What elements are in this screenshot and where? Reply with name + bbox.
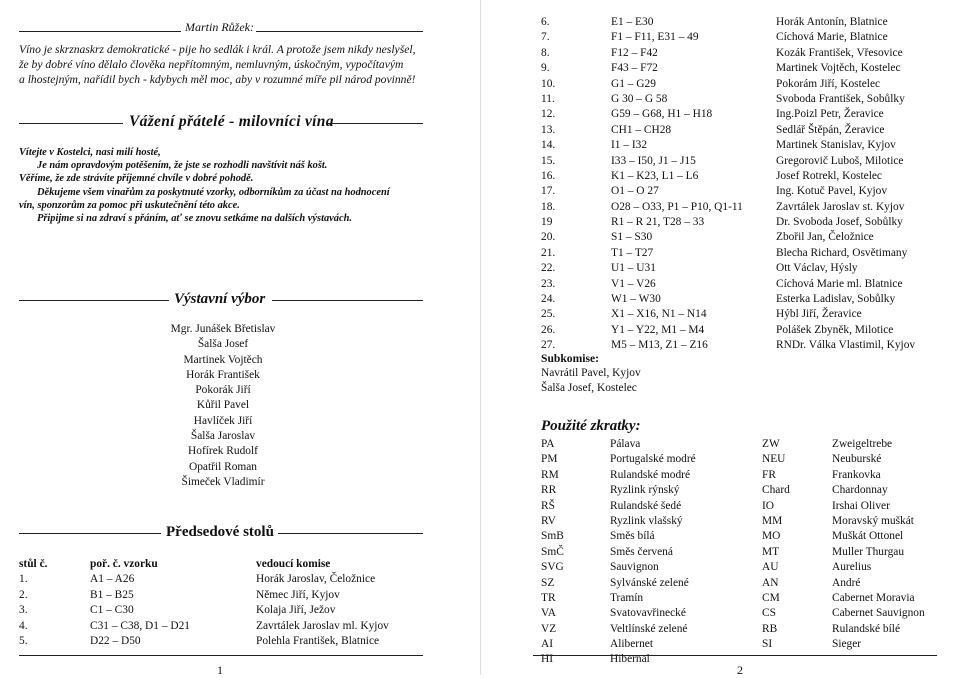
quote-author: Martin Růžek: — [185, 20, 254, 34]
committee-member: Mgr. Junášek Břetislav — [170, 323, 276, 335]
abbr-code: AI — [541, 638, 554, 651]
table-number: 10. — [541, 77, 556, 90]
abbr-code: FR — [762, 468, 776, 481]
abbr-code: AN — [762, 576, 779, 589]
sample-range: F12 – F42 — [611, 46, 658, 59]
sample-range: F1 – F11, E31 – 49 — [611, 31, 699, 44]
commission-head: Hýbl Jiří, Žeravice — [776, 308, 862, 321]
abbr-variety: Tramín — [610, 591, 644, 604]
abbr-code: RV — [541, 514, 556, 527]
abbr-code: MO — [762, 530, 781, 543]
table-number: 23. — [541, 277, 556, 290]
abbr-variety: Rulandské bílé — [832, 622, 901, 635]
subcommission-list — [541, 366, 641, 397]
committee-member: Havlíček Jiří — [193, 414, 253, 427]
abbr-variety: Rulandské modré — [610, 468, 691, 481]
table-number: 13. — [541, 123, 556, 136]
abbr-variety: Aurelius — [832, 561, 872, 574]
greeting-rule-left — [19, 123, 123, 124]
commission-head: Ing.Poizl Petr, Žeravice — [776, 108, 884, 121]
page2-footer-rule — [533, 655, 937, 656]
table-number: 14. — [541, 139, 556, 152]
commission-head: RNDr. Válka Vlastimil, Kyjov — [776, 339, 916, 352]
commission-head: Svoboda František, Sobůlky — [776, 92, 905, 105]
greeting-rule-right — [327, 123, 423, 124]
sample-range: U1 – U31 — [611, 262, 656, 275]
sample-range: O1 – O 27 — [611, 185, 659, 198]
intro-line: Víno je skrznaskrz demokratické - pije ho sedlák i král. A protože jsem nikdy neslyšel, — [19, 43, 416, 56]
table-number: 20. — [541, 231, 556, 244]
table-number: 25. — [541, 308, 556, 321]
abbr-variety: Ryzlink rýnský — [610, 484, 680, 497]
commission-head: Horák Jaroslav, Čeložnice — [256, 573, 376, 586]
sample-range: Y1 – Y22, M1 – M4 — [611, 323, 705, 336]
sample-range: G59 – G68, H1 – H18 — [611, 108, 713, 121]
sample-range: E1 – E30 — [611, 16, 654, 28]
commission-head: Polehla František, Blatnice — [256, 634, 380, 647]
commission-head: Polášek Zbyněk, Milotice — [776, 323, 894, 336]
abbr-code: PA — [541, 438, 555, 450]
abbr-variety: Veltlínské zelené — [610, 622, 688, 635]
table-number: 3. — [19, 604, 28, 617]
table-number: 26. — [541, 323, 556, 336]
committee-rule-right — [272, 300, 423, 301]
table-number: 9. — [541, 62, 550, 75]
greeting-heading: Vážení přátelé - milovníci vína — [129, 113, 334, 130]
table-number: 11. — [541, 92, 555, 105]
committee-rule-left — [19, 300, 169, 301]
abbr-variety: Svatovavřinecké — [610, 607, 686, 620]
table-number: 24. — [541, 293, 556, 306]
committee-member: Šalša Josef — [197, 338, 249, 351]
abbr-variety: Cabernet Sauvignon — [832, 607, 925, 620]
table-number: 18. — [541, 200, 556, 213]
subcommission-title: Subkomise: — [541, 352, 599, 365]
committee-member: Horák František — [186, 368, 260, 381]
abbr-code: NEU — [762, 453, 786, 466]
welcome-text — [19, 146, 449, 225]
table-number: 5. — [19, 634, 28, 647]
abbr-variety: Irshai Oliver — [832, 499, 890, 512]
abbr-variety: Muller Thurgau — [832, 545, 905, 558]
abbr-code: SmB — [541, 530, 564, 543]
tables-heading: Předsedové stolů — [166, 524, 274, 540]
table-number: 17. — [541, 185, 556, 198]
abbr-code: SmČ — [541, 545, 564, 558]
welcome-line: vín, sponzorům za pomoc při uskutečnění této akce. — [19, 199, 240, 211]
table-number: 19 — [541, 216, 553, 229]
abbr-code: MT — [762, 545, 780, 558]
sample-range: G1 – G29 — [611, 77, 656, 90]
tables-rule-right — [278, 533, 423, 534]
abbr-code: PM — [541, 453, 558, 466]
commission-head: Blecha Richard, Osvětimany — [776, 246, 908, 259]
abbr-code: RB — [762, 622, 778, 635]
abbr-variety: Zweigeltrebe — [832, 438, 893, 450]
commission-head: Martinek Vojtěch, Kostelec — [776, 62, 901, 75]
abbr-code: AU — [762, 561, 779, 574]
abbr-variety: Sieger — [832, 638, 862, 651]
committee-member: Šalša Jaroslav — [190, 430, 256, 443]
abbr-variety: Cabernet Moravia — [832, 591, 915, 604]
subcommission-member: Šalša Josef, Kostelec — [541, 382, 637, 395]
sample-range: K1 – K23, L1 – L6 — [611, 169, 699, 182]
commission-head: Zbořil Jan, Čeložnice — [776, 231, 874, 244]
commission-head: Ing. Kotuč Pavel, Kyjov — [776, 185, 888, 198]
commission-head: Sedlář Štěpán, Žeravice — [776, 123, 885, 136]
committee-member: Pokorák Jiří — [195, 384, 251, 397]
abbr-code: CM — [762, 591, 780, 604]
sample-range: O28 – O33, P1 – P10, Q1-11 — [611, 200, 743, 213]
committee-list — [148, 322, 298, 490]
commission-head: Zavrtálek Jaroslav st. Kyjov — [776, 200, 905, 213]
abbr-variety: Rulandské šedé — [610, 499, 682, 512]
sample-range: C1 – C30 — [90, 604, 134, 617]
abbr-variety: Frankovka — [832, 468, 881, 481]
sample-range: X1 – X16, N1 – N14 — [611, 308, 707, 321]
sample-range: G 30 – G 58 — [611, 92, 668, 105]
col-header-table: stůl č. — [19, 558, 48, 570]
committee-member: Kůřil Pavel — [196, 399, 250, 412]
sample-range: V1 – V26 — [611, 277, 656, 290]
welcome-line: Vítejte v Kostelci, nasi milí hosté, — [19, 147, 161, 158]
col-header-head: vedoucí komise — [256, 558, 331, 570]
welcome-line: Věříme, že zde strávíte příjemné chvíle v dobré pohodě. — [19, 173, 254, 185]
abbr-code: IO — [762, 499, 775, 512]
table-number: 6. — [541, 16, 550, 28]
abbr-code: HI — [541, 653, 554, 666]
abbr-variety: Alibernet — [610, 638, 654, 651]
table-number: 1. — [19, 573, 28, 586]
intro-quote — [19, 42, 439, 87]
sample-range: D22 – D50 — [90, 634, 141, 647]
abbr-variety: Směs červená — [610, 545, 673, 558]
table-number: 8. — [541, 46, 550, 59]
committee-member: Šimeček Vladimír — [181, 475, 265, 488]
committee-member: Martinek Vojtěch — [183, 353, 263, 366]
commission-head: Kozák František, Vřesovice — [776, 46, 903, 59]
sample-range: T1 – T27 — [611, 246, 654, 259]
abbr-variety: Portugalské modré — [610, 453, 696, 466]
table-number: 4. — [19, 619, 28, 632]
commission-head: Cíchová Marie, Blatnice — [776, 31, 888, 44]
abbr-variety: Sauvignon — [610, 561, 659, 574]
sample-range: M5 – M13, Z1 – Z16 — [611, 339, 708, 352]
commission-head: Zavrtálek Jaroslav ml. Kyjov — [256, 619, 389, 632]
page1-footer-rule — [19, 655, 423, 656]
table-number: 21. — [541, 246, 556, 259]
col-header-samples: poř. č. vzorku — [90, 558, 158, 570]
sample-range: S1 – S30 — [611, 231, 653, 244]
abbr-variety: Ryzlink vlašský — [610, 514, 683, 527]
tables-rule-left — [19, 533, 161, 534]
welcome-line: Je nám opravdovým potěšením, že jste se rozhodli navštívit náš košt. — [37, 160, 328, 172]
abbr-code: RM — [541, 468, 559, 481]
table-number: 2. — [19, 588, 28, 601]
abbr-code: SVG — [541, 561, 564, 574]
commission-head: Horák Antonín, Blatnice — [776, 16, 888, 28]
subcommission-member: Navrátil Pavel, Kyjov — [541, 367, 641, 379]
abbr-code: MM — [762, 514, 783, 527]
commission-head: Němec Jiří, Kyjov — [256, 588, 340, 601]
page-number-1: 1 — [217, 663, 223, 677]
sample-range: W1 – W30 — [611, 293, 661, 306]
sample-range: F43 – F72 — [611, 62, 658, 75]
commission-head: Martinek Stanislav, Kyjov — [776, 139, 896, 152]
intro-line: a lhostejným, nařídil bych - kdybych měl moc, aby v rozumné míře pil národ povinně! — [19, 73, 416, 86]
abbr-variety: Pálava — [610, 438, 641, 450]
sample-range: B1 – B25 — [90, 588, 134, 601]
committee-member: Opatřil Roman — [188, 460, 258, 473]
abbr-code: SZ — [541, 576, 555, 589]
commission-head: Pokorám Jiří, Kostelec — [776, 77, 881, 90]
commission-head: Gregorovič Luboš, Milotice — [776, 154, 904, 167]
commission-head: Cíchová Marie ml. Blatnice — [776, 277, 903, 290]
abbr-code: RR — [541, 484, 557, 497]
author-rule-right — [256, 31, 423, 32]
table-number: 12. — [541, 108, 556, 121]
abbr-variety: Moravský muškát — [832, 514, 914, 527]
sample-range: C31 – C38, D1 – D21 — [90, 619, 190, 632]
commission-head: Dr. Svoboda Josef, Sobůlky — [776, 216, 903, 229]
intro-line: že by dobré víno dělalo člověka nepřítomným, nemluvným, úskočným, vypočítavým — [19, 58, 404, 71]
sample-range: I1 – I32 — [611, 139, 648, 152]
page-divider — [480, 0, 481, 675]
abbr-variety: André — [832, 576, 861, 589]
abbr-variety: Sylvánské zelené — [610, 576, 689, 589]
table-number: 7. — [541, 31, 550, 44]
abbr-code: SI — [762, 638, 773, 651]
abbr-variety: Muškát Ottonel — [832, 530, 904, 543]
committee-heading: Výstavní výbor — [174, 291, 266, 307]
table-number: 15. — [541, 154, 556, 167]
sample-range: CH1 – CH28 — [611, 123, 672, 136]
commission-head: Josef Rotrekl, Kostelec — [776, 169, 882, 182]
abbr-code: RŠ — [541, 499, 555, 512]
commission-head: Esterka Ladislav, Sobůlky — [776, 293, 896, 306]
abbreviations-heading: Použité zkratky: — [541, 418, 641, 434]
commission-head: Kolaja Jiří, Ježov — [256, 604, 336, 617]
abbr-variety: Neuburské — [832, 453, 882, 466]
abbr-code: VA — [541, 607, 556, 620]
abbr-code: ZW — [762, 438, 780, 450]
welcome-line: Připijme si na zdraví s přáním, ať se znovu setkáme na dalších výstavách. — [37, 213, 352, 225]
author-rule-left — [19, 31, 181, 32]
page-number-2: 2 — [737, 663, 743, 677]
abbr-code: VZ — [541, 622, 557, 635]
sample-range: A1 – A26 — [90, 573, 135, 586]
sample-range: R1 – R 21, T28 – 33 — [611, 216, 705, 229]
abbr-code: Chard — [762, 484, 790, 497]
sample-range: I33 – I50, J1 – J15 — [611, 154, 696, 167]
commission-head: Ott Václav, Hýsly — [776, 262, 858, 275]
abbr-code: CS — [762, 607, 776, 620]
committee-member: Hofírek Rudolf — [188, 445, 258, 458]
table-number: 22. — [541, 262, 556, 275]
table-number: 27. — [541, 339, 556, 352]
abbr-variety: Hibernal — [610, 653, 650, 666]
abbr-variety: Směs bílá — [610, 530, 655, 543]
welcome-line: Děkujeme všem vinařům za poskytnuté vzorky, odborníkům za účast na hodnocení — [37, 186, 390, 198]
abbr-variety: Chardonnay — [832, 484, 888, 497]
table-number: 16. — [541, 169, 556, 182]
abbr-code: TR — [541, 591, 556, 604]
